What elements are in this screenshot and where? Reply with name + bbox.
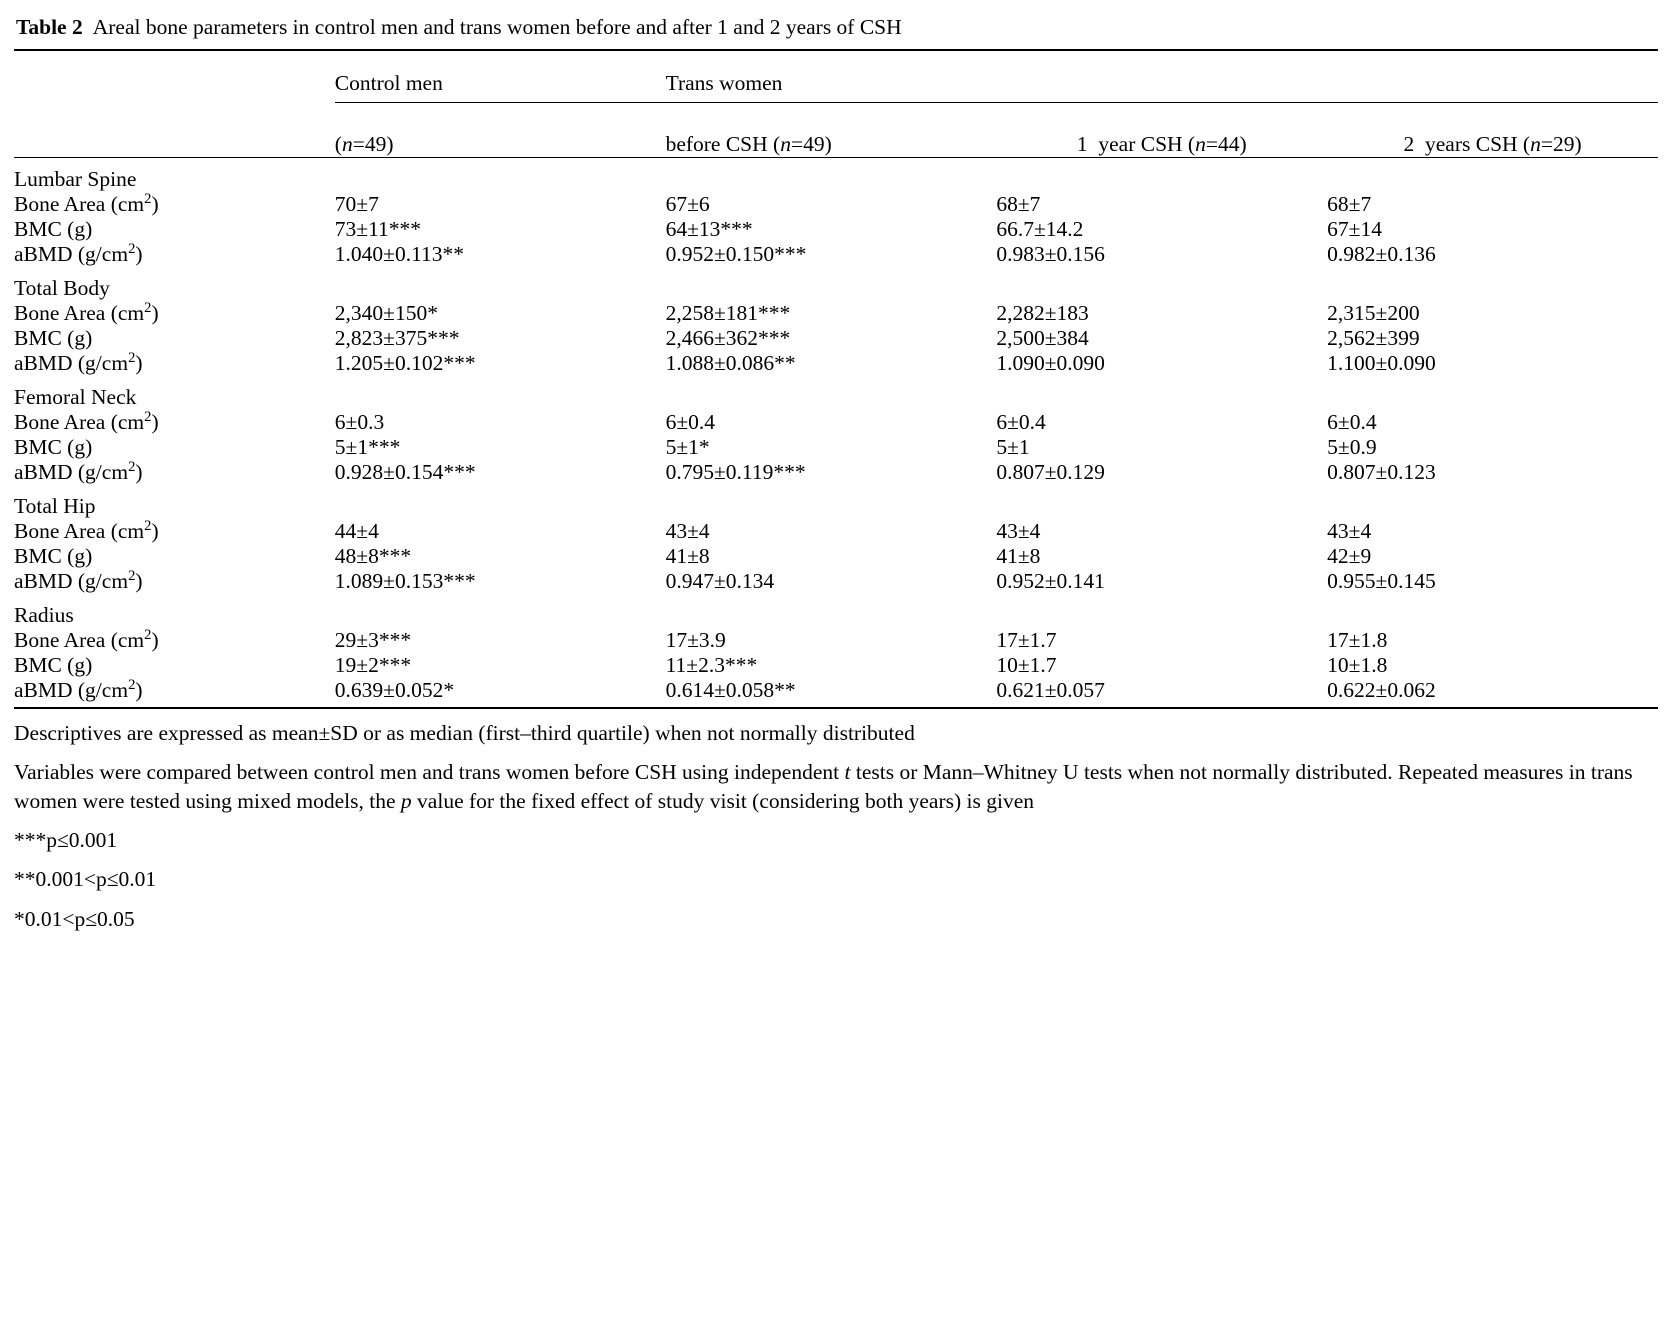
table-section-header	[14, 376, 1658, 410]
row-label: aBMD $(g/cm^2)$	[14, 567, 143, 593]
header-group-trans-women: Trans women	[666, 50, 1658, 103]
cell-year1: 1.090±0.090	[996, 350, 1105, 375]
cell-control: 1.040±0.113**	[334, 241, 465, 266]
table-body	[14, 157, 1658, 703]
cell-year2: 0.622±0.062	[1327, 677, 1436, 702]
table-row	[14, 242, 1658, 267]
cell-year1: 0.807±0.129	[996, 459, 1105, 484]
cell-year2: 0.955±0.145	[1327, 568, 1436, 593]
cell-before: 67±6	[665, 191, 710, 216]
cell-year2: 1.100±0.090	[1327, 350, 1436, 375]
row-label: Bone Area $(cm^2)$	[14, 299, 159, 325]
cell-control: 29±3***	[334, 627, 412, 652]
section-label: Total Hip	[14, 493, 96, 518]
cell-control: 6±0.3	[334, 409, 385, 434]
cell-year1: 43±4	[996, 518, 1041, 543]
row-label: Bone Area $(cm^2)$	[14, 190, 159, 216]
cell-year1: 2,282±183	[996, 300, 1089, 325]
table-header-group-row	[14, 50, 1658, 103]
row-label: aBMD $(g/cm^2)$	[14, 349, 143, 375]
row-label: BMC (g)	[14, 216, 93, 241]
row-label: Bone Area $(cm^2)$	[14, 408, 159, 434]
cell-control: 48±8***	[334, 543, 412, 568]
cell-before: 43±4	[665, 518, 710, 543]
cell-before: 6±0.4	[665, 409, 715, 434]
cell-year2: 0.807±0.123	[1327, 459, 1436, 484]
cell-year2: 42±9	[1327, 543, 1372, 568]
table-row	[14, 192, 1658, 217]
subheader-2-years-csh: 2 years CSH (n=29)	[1327, 103, 1658, 158]
cell-year2: 68±7	[1327, 191, 1372, 216]
footnote-statistics: Variables were compared between control men and trans women before CSH using independent t tests or Mann–Whitney U tests when not normally distributed. Repeated measures in trans women were tested using mixed models, the p value for the fixed effect of study visit (considering both years) is given	[14, 760, 1633, 813]
cell-control: 0.639±0.052*	[334, 677, 455, 702]
table-section-header	[14, 157, 1658, 192]
cell-before: 0.614±0.058**	[665, 677, 796, 702]
cell-before: 0.795±0.119***	[665, 459, 806, 484]
cell-year2: 10±1.8	[1327, 652, 1388, 677]
table-caption-text: Areal bone parameters in control men and trans women before and after 1 and 2 years of CSH	[92, 15, 902, 39]
table-row	[14, 653, 1658, 678]
section-label: Radius	[14, 602, 74, 627]
footnote-significance-01: **0.001<p≤0.01	[14, 867, 157, 892]
section-label: Total Body	[14, 275, 110, 300]
table-row	[14, 519, 1658, 544]
subheader-control-n: (n=49)	[335, 103, 666, 158]
cell-year2: 17±1.8	[1327, 627, 1388, 652]
cell-year2: 6±0.4	[1327, 409, 1377, 434]
cell-year1: 6±0.4	[996, 409, 1046, 434]
bone-parameters-table	[14, 49, 1658, 709]
row-label: Bone Area $(cm^2)$	[14, 626, 159, 652]
cell-year2: 2,562±399	[1327, 325, 1420, 350]
cell-year1: 68±7	[996, 191, 1041, 216]
cell-control: 5±1***	[334, 434, 401, 459]
table-row	[14, 217, 1658, 242]
cell-before: 11±2.3***	[665, 652, 758, 677]
cell-before: 2,466±362***	[665, 325, 791, 350]
table-row	[14, 544, 1658, 569]
cell-year1: 17±1.7	[996, 627, 1057, 652]
cell-before: 0.947±0.134	[665, 568, 775, 593]
cell-control: 19±2***	[334, 652, 412, 677]
cell-year1: 0.621±0.057	[996, 677, 1105, 702]
table-caption	[16, 14, 1658, 41]
table-row	[14, 678, 1658, 703]
table-row	[14, 301, 1658, 326]
subheader-1-year-csh: 1 year CSH (n=44)	[996, 103, 1327, 158]
table-row	[14, 326, 1658, 351]
row-label: BMC (g)	[14, 434, 93, 459]
cell-year1: 5±1	[996, 434, 1030, 459]
table-section-header	[14, 594, 1658, 628]
cell-before: 5±1*	[665, 434, 710, 459]
cell-year2: 43±4	[1327, 518, 1372, 543]
cell-control: 1.089±0.153***	[334, 568, 476, 593]
table-footnotes	[14, 719, 1658, 933]
cell-before: 1.088±0.086**	[665, 350, 796, 375]
table-bottom-rule-row	[14, 703, 1658, 708]
footnote-descriptives: Descriptives are expressed as mean±SD or as median (first–third quartile) when not normally distributed	[14, 720, 915, 745]
section-label: Femoral Neck	[14, 384, 137, 409]
table-row	[14, 628, 1658, 653]
cell-control: 0.928±0.154***	[334, 459, 476, 484]
table-section-header	[14, 267, 1658, 301]
cell-before: 64±13***	[665, 216, 753, 241]
table-row	[14, 351, 1658, 376]
cell-control: 1.205±0.102***	[334, 350, 476, 375]
cell-year1: 2,500±384	[996, 325, 1089, 350]
cell-before: 17±3.9	[665, 627, 726, 652]
subheader-empty-cell	[14, 103, 335, 158]
row-label: aBMD $(g/cm^2)$	[14, 458, 143, 484]
row-label: Bone Area $(cm^2)$	[14, 517, 159, 543]
cell-control: 2,823±375***	[334, 325, 460, 350]
table-header-sub-row	[14, 103, 1658, 158]
row-label: BMC (g)	[14, 325, 93, 350]
table-caption-label: Table 2	[16, 15, 83, 39]
cell-year1: 0.952±0.141	[996, 568, 1105, 593]
table-row	[14, 435, 1658, 460]
cell-control: 70±7	[334, 191, 379, 216]
cell-year2: 0.982±0.136	[1327, 241, 1436, 266]
row-label: BMC (g)	[14, 652, 93, 677]
cell-control: 44±4	[334, 518, 379, 543]
cell-year1: 10±1.7	[996, 652, 1057, 677]
cell-before: 41±8	[665, 543, 710, 568]
cell-year1: 41±8	[996, 543, 1041, 568]
cell-before: 0.952±0.150***	[665, 241, 807, 266]
row-label: aBMD $(g/cm^2)$	[14, 240, 143, 266]
cell-control: 2,340±150*	[334, 300, 438, 325]
table-section-header	[14, 485, 1658, 519]
subheader-before-csh: before CSH (n=49)	[666, 103, 997, 158]
table-row	[14, 569, 1658, 594]
cell-control: 73±11***	[334, 216, 422, 241]
cell-year1: 66.7±14.2	[996, 216, 1084, 241]
cell-year1: 0.983±0.156	[996, 241, 1105, 266]
header-empty-cell	[14, 50, 335, 103]
row-label: BMC (g)	[14, 543, 93, 568]
header-group-control-men: Control men	[335, 50, 666, 103]
table-row	[14, 460, 1658, 485]
cell-before: 2,258±181***	[665, 300, 791, 325]
row-label: aBMD $(g/cm^2)$	[14, 676, 143, 702]
section-label: Lumbar Spine	[14, 166, 137, 191]
cell-year2: 67±14	[1327, 216, 1382, 241]
footnote-significance-05: *0.01<p≤0.05	[14, 906, 135, 931]
table-row	[14, 410, 1658, 435]
cell-year2: 2,315±200	[1327, 300, 1420, 325]
footnote-significance-001: ***p≤0.001	[14, 828, 118, 852]
cell-year2: 5±0.9	[1327, 434, 1377, 459]
